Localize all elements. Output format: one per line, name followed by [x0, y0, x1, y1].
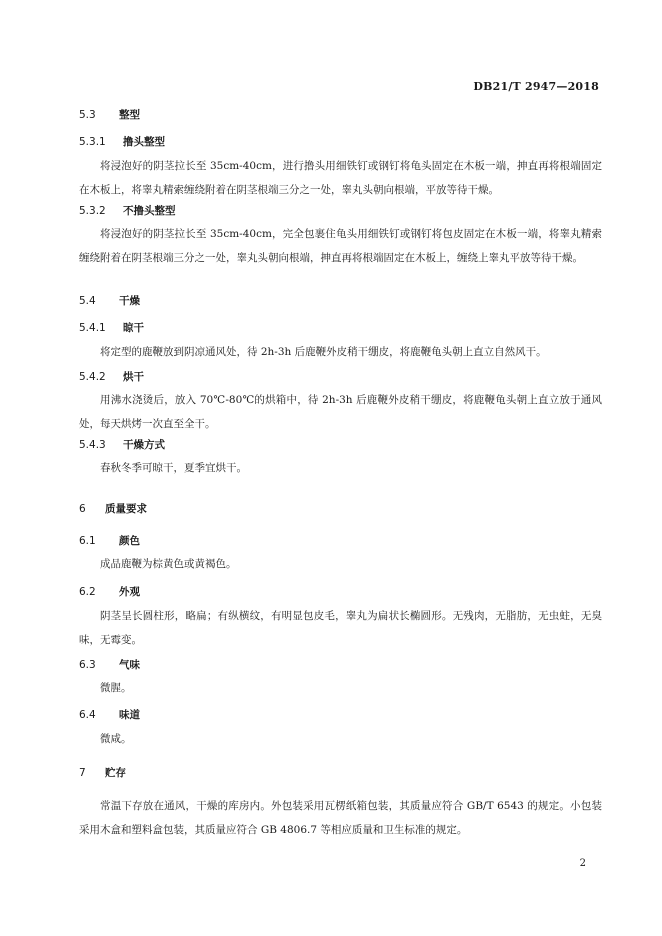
section-number: 5.3.1	[79, 136, 106, 148]
section-number: 6.2	[79, 586, 96, 598]
section-heading-5-4	[79, 293, 140, 308]
section-title: 撸头整型	[123, 136, 165, 148]
section-number: 7	[79, 767, 86, 779]
section-title: 气味	[119, 659, 140, 671]
section-heading-5-4-2	[79, 369, 144, 384]
section-heading-5-4-1	[79, 320, 144, 335]
document-code: DB21/T 2947—2018	[473, 80, 599, 93]
paragraph-7: 常温下存放在通风，干燥的库房内。外包装采用瓦楞纸箱包装，其质量应符合 GB/T 6543 的规定。小包装采用木盒和塑料盒包装，其质量应符合 GB 4806.7 等相应质量和卫生标准的规定。	[79, 800, 602, 836]
section-number: 5.4.2	[79, 371, 106, 383]
section-title: 质量要求	[105, 503, 147, 515]
paragraph-6-1: 成品鹿鞭为棕黄色或黄褐色。	[100, 558, 237, 570]
paragraph-5-4-3: 春秋冬季可晾干，夏季宜烘干。	[100, 462, 247, 474]
section-number: 5.4.3	[79, 439, 106, 451]
section-title: 颜色	[119, 535, 140, 547]
section-number: 6	[79, 503, 86, 515]
section-heading-5-3	[79, 107, 140, 122]
section-heading-6	[79, 501, 147, 516]
section-title: 晾干	[123, 322, 144, 334]
section-number: 6.4	[79, 709, 96, 721]
section-title: 整型	[119, 109, 140, 121]
section-title: 干燥	[119, 295, 140, 307]
section-heading-6-2	[79, 584, 140, 599]
section-number: 5.3	[79, 109, 96, 121]
section-number: 6.3	[79, 659, 96, 671]
section-heading-5-4-3	[79, 437, 165, 452]
section-title: 外观	[119, 586, 140, 598]
paragraph-5-3-1: 将浸泡好的阴茎拉长至 35cm-40cm，进行撸头用细铁钉或钢钉将龟头固定在木板一端，抻直再将根端固定在木板上，将睾丸精索缠绕附着在阴茎根端三分之一处，睾丸头朝向根端，平放等待干燥。	[79, 160, 602, 196]
section-number: 6.1	[79, 535, 96, 547]
section-heading-6-1	[79, 533, 140, 548]
paragraph-5-4-2: 用沸水浇烫后，放入 70℃-80℃的烘箱中，待 2h-3h 后鹿鞭外皮稍干绷皮，将鹿鞭龟头朝上直立放于通风处，每天烘烤一次直至全干。	[79, 394, 602, 430]
section-heading-7	[79, 765, 126, 780]
section-title: 干燥方式	[123, 439, 165, 451]
section-title: 贮存	[105, 767, 126, 779]
section-heading-5-3-1	[79, 134, 165, 149]
section-title: 不撸头整型	[123, 205, 176, 217]
section-heading-6-3	[79, 657, 140, 672]
paragraph-6-3: 微腥。	[100, 682, 132, 694]
section-heading-6-4	[79, 707, 140, 722]
section-title: 味道	[119, 709, 140, 721]
section-heading-5-3-2	[79, 203, 176, 218]
paragraph-6-2: 阴茎呈长圆柱形，略扁；有纵横纹，有明显包皮毛，睾丸为扁状长椭圆形。无残肉，无脂肪，无虫蛀，无臭味，无霉变。	[79, 610, 602, 646]
paragraph-5-3-2: 将浸泡好的阴茎拉长至 35cm-40cm，完全包裹住龟头用细铁钉或钢钉将包皮固定在木板一端，将睾丸精索缠绕附着在阴茎根端三分之一处，睾丸头朝向根端，抻直再将根端固定在木板上，缠绕上睾丸平放等待干燥。	[79, 228, 602, 264]
section-number: 5.4	[79, 295, 96, 307]
section-title: 烘干	[123, 371, 144, 383]
section-number: 5.3.2	[79, 205, 106, 217]
paragraph-6-4: 微咸。	[100, 733, 132, 745]
paragraph-5-4-1: 将定型的鹿鞭放到阴凉通风处，待 2h-3h 后鹿鞭外皮稍干绷皮，将鹿鞭龟头朝上直立自然风干。	[100, 346, 547, 358]
section-number: 5.4.1	[79, 322, 106, 334]
page-number: 2	[579, 858, 586, 869]
